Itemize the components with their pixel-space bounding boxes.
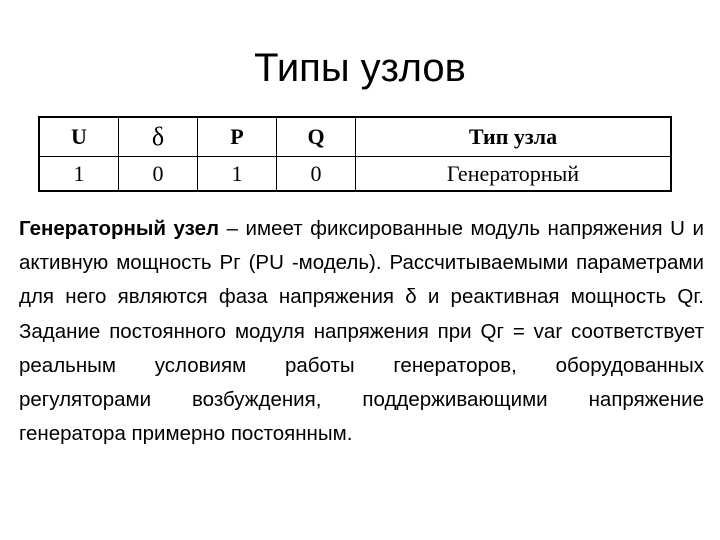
- cell-node-type: Генераторный: [356, 157, 672, 192]
- header-q: Q: [277, 117, 356, 157]
- cell-q: 0: [277, 157, 356, 192]
- paragraph-text: – имеет фиксированные модуль напряжения U и активную мощность Pг (PU -модель). Рассчитываемыми параметрами для него являются фаза напряжения δ и реактивная мощность Qг. Задание постоянного модуля напряжения при Qг = var соответствует реальным условиям работы генераторов, оборудованных регуляторами возбуждения, поддерживающими напряжение генератора примерно постоянным.: [19, 217, 704, 446]
- node-type-table: [38, 116, 672, 192]
- header-node-type: Тип узла: [356, 117, 672, 157]
- cell-u: 1: [39, 157, 119, 192]
- header-u: U: [39, 117, 119, 157]
- table-row: [39, 157, 671, 192]
- paragraph-term: Генераторный узел: [19, 217, 220, 240]
- slide-title: Типы узлов: [254, 46, 466, 90]
- table-header-row: [39, 117, 671, 157]
- cell-delta: 0: [119, 157, 198, 192]
- header-delta: δ: [119, 117, 198, 157]
- description-paragraph: [19, 212, 704, 451]
- cell-p: 1: [198, 157, 277, 192]
- header-p: P: [198, 117, 277, 157]
